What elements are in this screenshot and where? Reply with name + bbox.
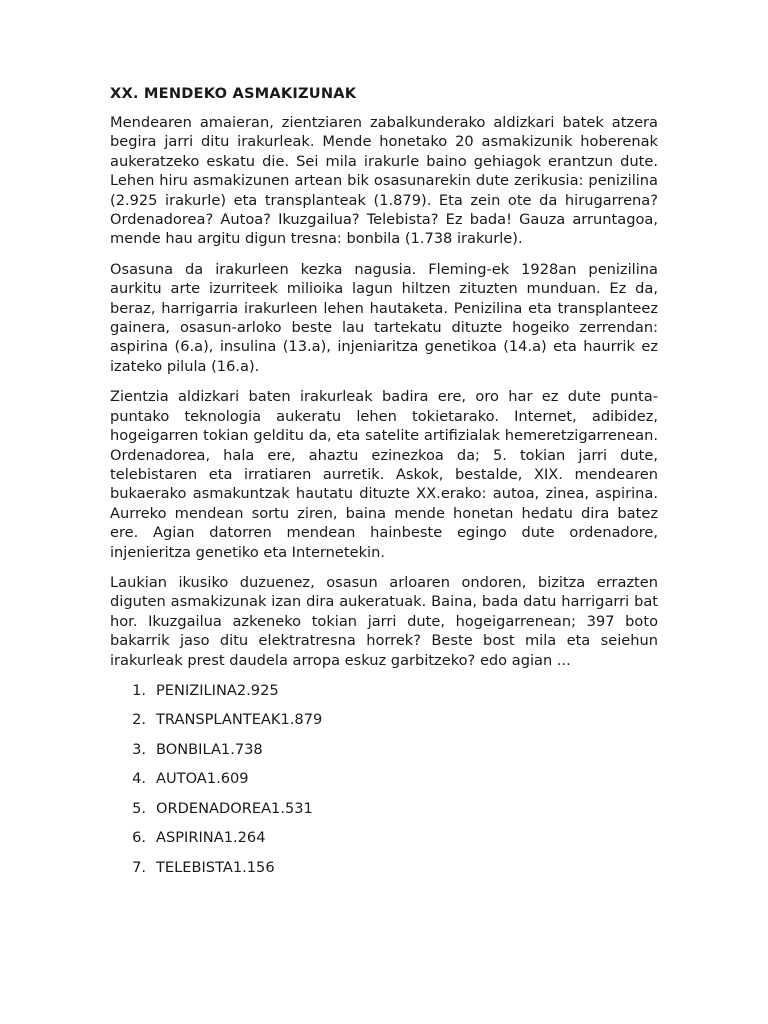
list-item: [110, 740, 658, 770]
list-item: [110, 799, 658, 829]
document-title: XX. MENDEKO ASMAKIZUNAK: [110, 85, 357, 102]
list-item-number: 1.: [132, 681, 146, 699]
list-item: [110, 769, 658, 799]
list-item: [110, 858, 658, 888]
list-item-number: 3.: [132, 740, 146, 758]
list-item-number: 6.: [132, 829, 146, 847]
list-item-text: TELEBISTA1.156: [156, 858, 275, 876]
list-item: [110, 710, 658, 740]
list-item: [110, 681, 658, 711]
paragraph-2: Osasuna da irakurleen kezka nagusia. Fleming-ek 1928an penizilina aurkitu arte izurriteek milioika lagun hiltzen zituzten munduan. Ez da, beraz, harrigarria irakurleen lehen hautaketa. Penizilina eta transplanteez gainera, osasun-arloko beste lau tartekatu dituzte hogeiko zerrendan: aspirina (6.a), insulina (13.a), injeniaritza genetikoa (14.a) eta haurrik ez izateko pilula (16.a).: [110, 260, 658, 375]
list-item-text: TRANSPLANTEAK1.879: [156, 711, 323, 729]
list-item-number: 7.: [132, 858, 146, 876]
list-item-number: 4.: [132, 770, 146, 788]
ranking-list: [110, 681, 658, 888]
list-item-text: AUTOA1.609: [156, 770, 249, 788]
paragraph-3: Zientzia aldizkari baten irakurleak badira ere, oro har ez dute punta-puntako teknologia aukeratu lehen tokietarako. Internet, adibidez, hogeigarren tokian gelditu da, eta satelite artifizialak hemeretzigarrenean. Ordenadorea, hala ere, ahaztu ezinezkoa da; 5. tokian jarri dute, telebistaren eta irratiaren aurretik. Askok, bestalde, XIX. mendearen bukaerako asmakuntzak hautatu dituzte XX.erako: autoa, zinea, aspirina. Aurreko mendean sortu ziren, baina mende honetan hedatu dira batez ere. Agian datorren mendean hainbeste egingo dute ordenadore, injenieritza genetiko eta Internetekin.: [110, 388, 658, 561]
list-item-text: ASPIRINA1.264: [156, 829, 266, 847]
list-item-number: 5.: [132, 799, 146, 817]
list-item-text: ORDENADOREA1.531: [156, 799, 313, 817]
list-item-number: 2.: [132, 711, 146, 729]
paragraph-4: Laukian ikusiko duzuenez, osasun arloaren ondoren, bizitza errazten diguten asmakizunak izan dira aukeratuak. Baina, bada datu harrigarri bat hor. Ikuzgailua azkeneko tokian jarri dute, hogeigarrenean; 397 boto bakarrik jaso ditu elektratresna horrek? Beste bost mila eta seiehun irakurleak prest daudela arropa eskuz garbitzeko? edo agian ...: [110, 573, 658, 669]
list-item: [110, 828, 658, 858]
document-page: [110, 84, 658, 887]
list-item-text: BONBILA1.738: [156, 740, 263, 758]
paragraph-1: Mendearen amaieran, zientziaren zabalkunderako aldizkari batek atzera begira jarri ditu irakurleak. Mende honetako 20 asmakizunik hoberenak aukeratzeko eskatu die. Sei mila irakurle baino gehiagok erantzun dute. Lehen hiru asmakizunen artean bik osasunarekin dute zerikusia: penizilina (2.925 irakurle) eta transplanteak (1.879). Eta zein ote da hirugarrena? Ordenadorea? Autoa? Ikuzgailua? Telebista? Ez bada! Gauza arruntagoa, mende hau argitu digun tresna: bonbila (1.738 irakurle).: [110, 114, 658, 248]
list-item-text: PENIZILINA2.925: [156, 681, 279, 699]
